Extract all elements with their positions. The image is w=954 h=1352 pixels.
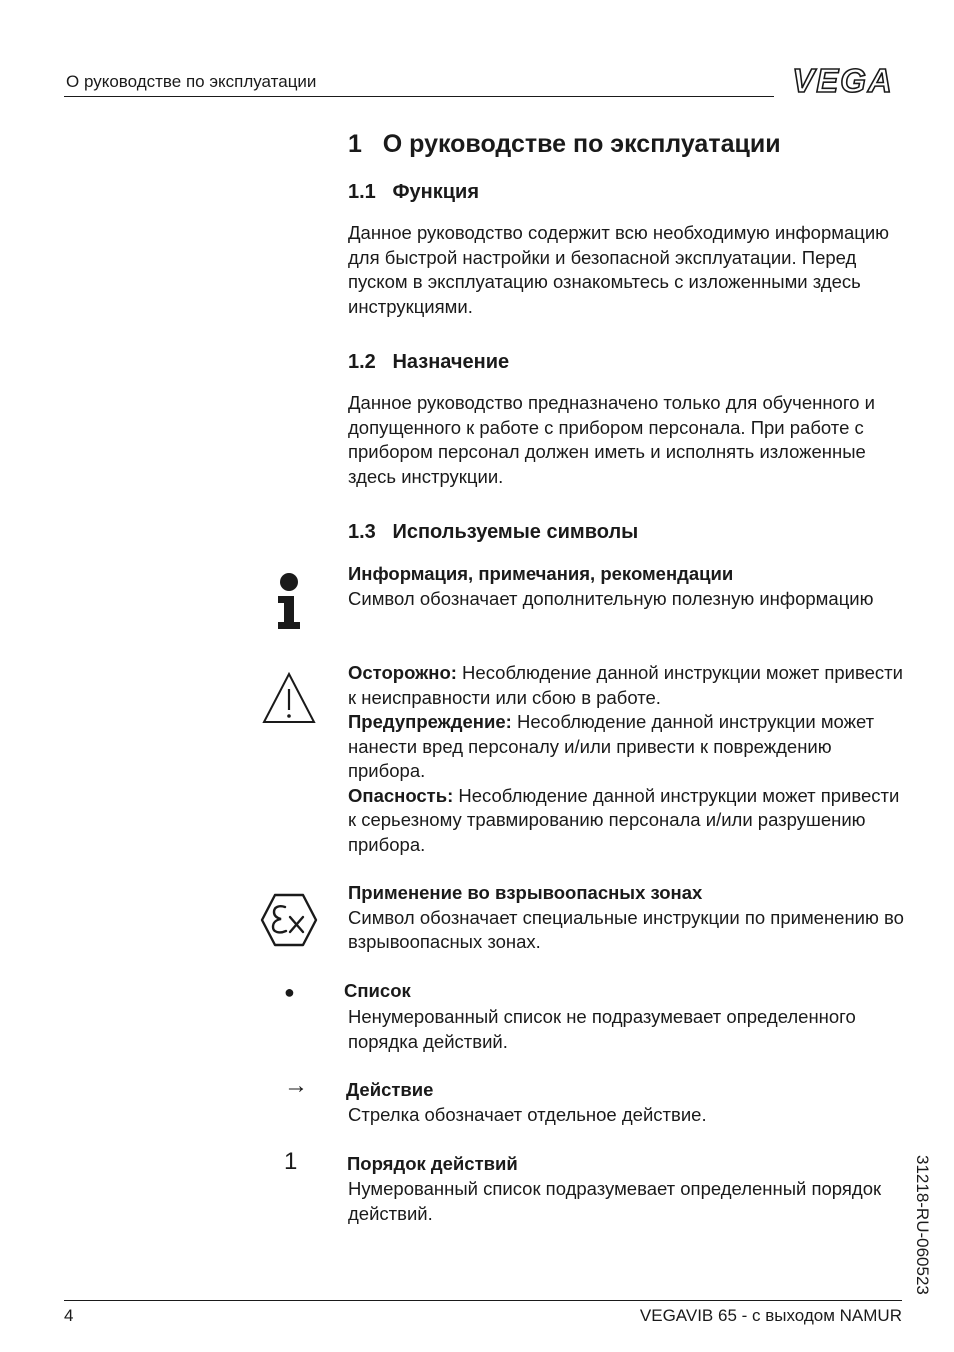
symbol-list-title	[344, 979, 904, 1004]
warning-label: Предупреждение:	[348, 711, 512, 732]
vega-logo-text: VEGA	[792, 64, 894, 98]
warning-triangle-icon	[262, 672, 316, 724]
symbol-action-title	[346, 1078, 906, 1103]
caution-label: Осторожно:	[348, 662, 457, 683]
number-one-marker: 1	[284, 1148, 298, 1175]
ex-hexagon-icon	[260, 893, 318, 947]
footer-divider	[64, 1300, 902, 1301]
symbol-list-text: Ненумерованный список не подразумевает определенного порядка действий.	[348, 1006, 856, 1052]
section-function-text: Данное руководство содержит всю необходимую информацию для быстрой настройки и безопасной эксплуатации. Перед пуском в эксплуатацию ознакомьтесь с изложенными здесь инструкциями.	[348, 222, 890, 317]
info-icon	[274, 572, 304, 630]
section-symbols-title: 1.3 Используемые символы	[348, 521, 639, 543]
document-code: 31218-RU-060523	[913, 1155, 932, 1295]
header-divider	[64, 96, 774, 97]
symbol-action-title-text: Действие	[346, 1079, 434, 1100]
symbol-sequence-text: Нумерованный список подразумевает определенный порядок действий.	[348, 1178, 882, 1224]
arrow-right-icon: →	[284, 1072, 308, 1099]
page-number: 4	[64, 1306, 74, 1325]
caution-text: Несоблюдение данной инструкции может привести к неисправности или сбою в работе.	[348, 662, 903, 708]
vega-logo	[784, 64, 902, 98]
warning-text: Несоблюдение данной инструкции может нанести вред персоналу и/или привести к повреждению прибора.	[348, 711, 875, 781]
section-function-title: 1.1 Функция	[348, 181, 480, 203]
symbol-sequence-title	[347, 1152, 907, 1177]
footer-title: VEGAVIB 65 - с выходом NAMUR	[639, 1306, 902, 1325]
symbol-ex-title: Применение во взрывоопасных зонах	[348, 882, 703, 903]
symbol-warning-block	[348, 661, 908, 857]
symbol-sequence-title-text: Порядок действий	[347, 1153, 518, 1174]
symbol-info-title: Информация, примечания, рекомендации	[348, 563, 734, 584]
symbol-action-text: Стрелка обозначает отдельное действие.	[348, 1104, 707, 1125]
bullet-icon: ●	[284, 982, 295, 1002]
section-purpose-text: Данное руководство предназначено только для обученного и допущенного к работе с прибором персонала. При работе с прибором персонал должен иметь и исполнять изложенные здесь инструкции.	[348, 392, 875, 487]
danger-label: Опасность:	[348, 784, 454, 806]
symbol-list-title-text: Список	[344, 980, 411, 1001]
symbol-ex-text: Символ обозначает специальные инструкции по применению во взрывоопасных зонах.	[348, 906, 904, 952]
symbol-info-block	[348, 562, 908, 611]
header-title: О руководстве по эксплуатации	[66, 72, 317, 91]
symbol-info-text: Символ обозначает дополнительную полезную информацию	[348, 587, 874, 609]
symbol-ex-block	[348, 881, 908, 955]
danger-text: Несоблюдение данной инструкции может привести к серьезному травмированию персонала и/или разрушению прибора.	[348, 784, 900, 855]
section-purpose-title: 1.2 Назначение	[348, 351, 510, 373]
chapter-title: 1 О руководстве по эксплуатации	[348, 130, 781, 158]
